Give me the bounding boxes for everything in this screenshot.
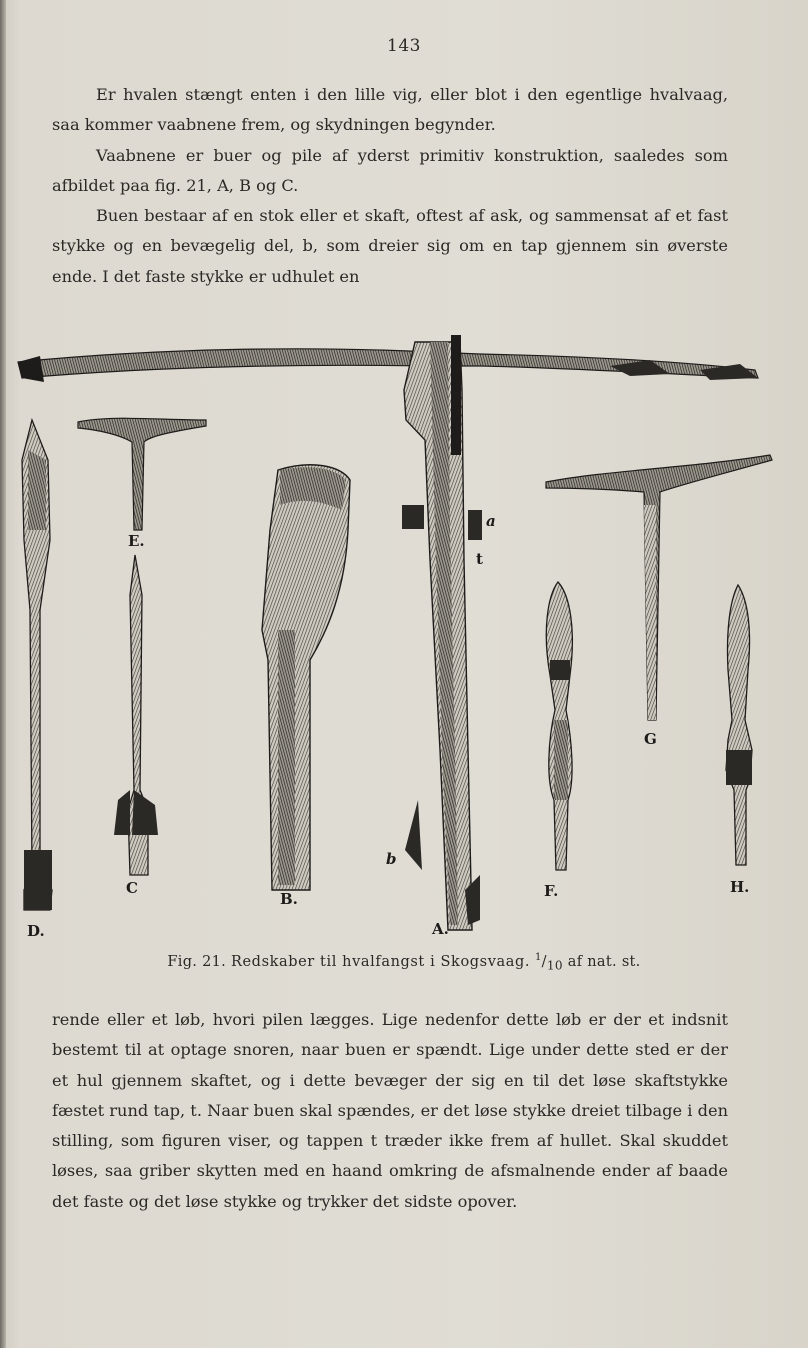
caption-scale-numerator: 1 — [535, 952, 542, 963]
figure-label-E: E. — [128, 532, 145, 550]
figure-label-a: a — [486, 512, 496, 530]
paragraph-buen: Buen bestaar af en stok eller et skaft, oftest af ask, og sammensat af et fast stykke og en bevægelig del, b, som dreier sig om en tap gjennem sin øverste ende. I det faste stykke er udhulet en — [52, 206, 728, 286]
harpoon-E — [78, 418, 206, 530]
bottom-text-block — [52, 1005, 728, 1217]
figure-label-B: B. — [280, 890, 298, 908]
caption-fig-number: Fig. 21. — [167, 953, 227, 970]
figure-label-F: F. — [544, 882, 559, 900]
top-text-block — [52, 80, 728, 292]
harpoon-H — [726, 585, 752, 865]
spear-F — [546, 582, 572, 870]
figure-caption: Fig. 21. Redskaber til hvalfangst i Skogsvaag. $^1/_{10}$ af nat. st. — [167, 952, 641, 973]
paragraph-hvalvaag: Er hvalen stængt enten i den lille vig, eller blot i den egentlige hvalvaag, saa kommer vaabnene frem, og skydningen begynder. — [52, 85, 728, 135]
caption-scale-denominator: 10 — [546, 958, 563, 973]
page-binding-shadow — [0, 0, 6, 1348]
figure-label-G: G — [644, 730, 657, 748]
lance-D — [22, 420, 52, 910]
whaling-tools-engraving — [10, 330, 800, 940]
figure-label-H: H. — [730, 878, 750, 896]
figure-21-illustration — [10, 330, 800, 940]
bow-part-B — [262, 465, 350, 890]
figure-label-t: t — [476, 550, 483, 568]
bow-stock-A — [402, 335, 482, 930]
figure-label-b: b — [386, 850, 397, 868]
caption-title: Redskaber til hvalfangst i Skogsvaag. — [230, 953, 531, 970]
caption-scale-text: af nat. st. — [567, 953, 641, 970]
figure-label-A: A. — [432, 920, 449, 938]
paragraph-rende: rende eller et løb, hvori pilen lægges. Lige nedenfor dette løb er der et indsnit bestemt til at optage snoren, naar buen er spændt. Lige under dette sted er der et hul gjennem skaftet, og i dette bevæger der sig en til det løse skaftstykke fæstet rund tap, t. Naar buen skal spændes, er det løse stykke dreiet tilbage i den stilling, som figuren viser, og tappen t træder ikke frem af hullet. Skal skuddet løses, saa griber skytten med en haand omkring de afsmalnende ender af baade det faste og det løse stykke og trykker det sidste opover. — [52, 1010, 728, 1211]
arrow-C — [114, 555, 158, 875]
paragraph-vaabnene: Vaabnene er buer og pile af yderst primitiv konstruktion, saaledes som afbildet paa fig. 21, A, B og C. — [52, 145, 728, 195]
figure-label-C: C — [126, 879, 138, 897]
page-number: 143 — [387, 36, 421, 56]
bow-horizontal — [18, 349, 758, 382]
figure-label-D: D. — [27, 922, 45, 940]
